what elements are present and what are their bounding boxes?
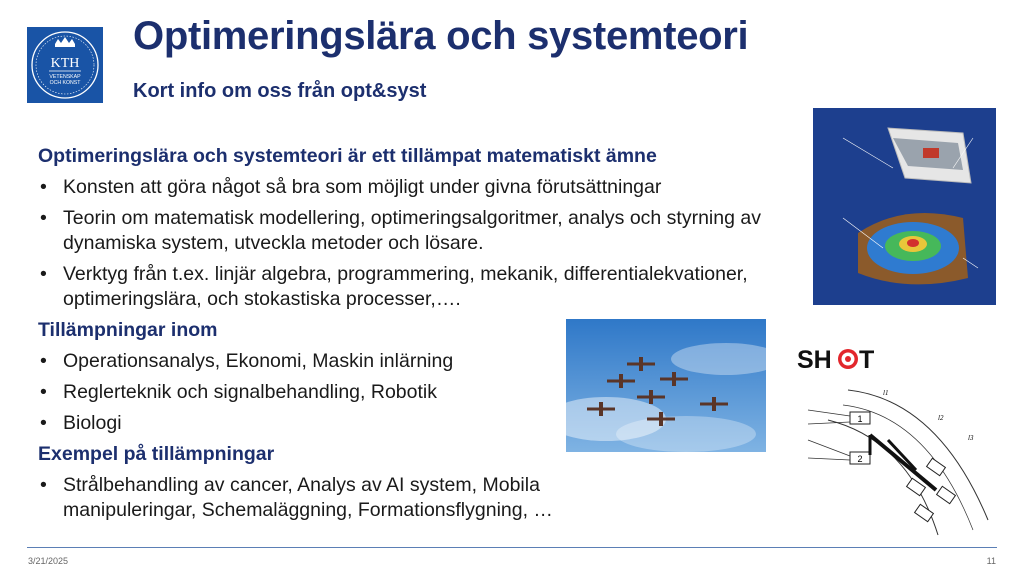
shot-logo-text-2: T xyxy=(859,346,875,372)
bullet-item: • Konsten att göra något så bra som möjligt under givna förutsättningar xyxy=(38,175,768,200)
bullet-item: • Teorin om matematisk modellering, optimeringsalgoritmer, analys och styrning av dynamiska system, utveckla metoder och lösare. xyxy=(38,206,768,256)
footer-date: 3/21/2025 xyxy=(28,556,69,566)
kth-logo xyxy=(27,27,103,103)
section-heading: Tillämpningar inom xyxy=(38,319,218,341)
bullet-list xyxy=(38,473,768,523)
bullet-item: • Operationsanalys, Ekonomi, Maskin inlärning xyxy=(38,349,768,374)
robot-label-l1: l1 xyxy=(883,389,889,397)
robot-label-l3: l3 xyxy=(968,434,974,442)
robot-manipulator-diagram xyxy=(788,380,994,540)
robot-label-2: 2 xyxy=(857,454,863,464)
robot-label-l2: l2 xyxy=(938,414,944,422)
bullet-item: • Verktyg från t.ex. linjär algebra, programmering, mekanik, differentialekvationer, optimeringslära, och stokastiska processer,…. xyxy=(38,262,768,312)
section-heading: Optimeringslära och systemteori är ett tillämpat matematiskt ämne xyxy=(38,145,657,167)
page-title: Optimeringslära och systemteori xyxy=(133,14,749,58)
footer-divider xyxy=(27,547,997,548)
page-number: 11 xyxy=(986,556,996,566)
bullet-item: • Biologi xyxy=(38,411,768,436)
shot-logo xyxy=(797,346,881,372)
bullet-item: • Strålbehandling av cancer, Analys av AI system, Mobila manipuleringar, Schemaläggning, Formationsflygning, … xyxy=(38,473,663,523)
logo-text: KTH xyxy=(50,56,80,71)
bullet-list xyxy=(38,175,768,312)
bullet-item: • Reglerteknik och signalbehandling, Robotik xyxy=(38,380,768,405)
section-heading: Exempel på tillämpningar xyxy=(38,443,275,465)
radiation-therapy-image xyxy=(813,108,996,305)
kth-crest-icon xyxy=(27,27,103,103)
page-subtitle: Kort info om oss från opt&syst xyxy=(133,80,427,102)
shot-logo-text-1: SH xyxy=(797,346,832,372)
formation-flying-image xyxy=(566,319,766,452)
logo-subtext-1: VETENSKAP xyxy=(49,74,81,80)
robot-label-1: 1 xyxy=(857,414,863,424)
logo-subtext-2: OCH KONST xyxy=(49,80,81,86)
